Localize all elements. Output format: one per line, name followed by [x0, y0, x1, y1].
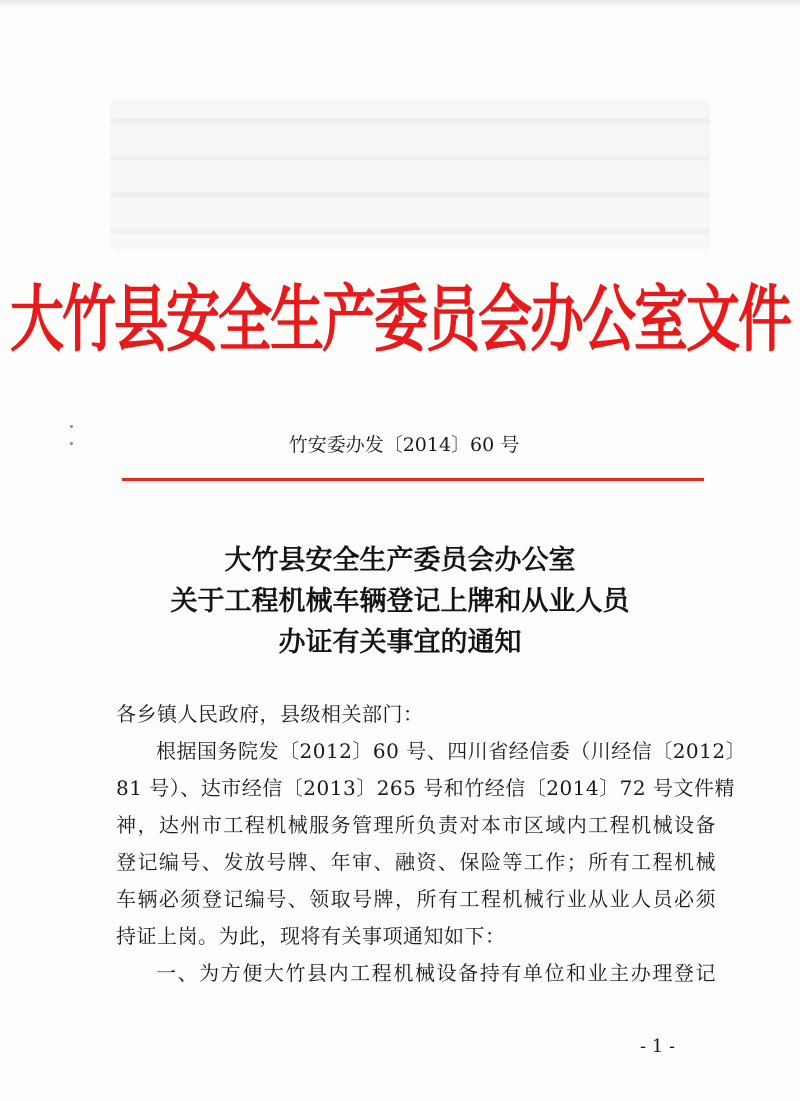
paragraph-line: 81 号）、达市经信〔2013〕265 号和竹经信〔2014〕72 号文件精 [116, 776, 735, 800]
bleed-line [110, 192, 710, 198]
title-line-2: 关于工程机械车辆登记上牌和从业人员 [170, 586, 630, 617]
paragraph-line: 根据国务院发〔2012〕60 号、四川省经信委（川经信〔2012〕 [156, 739, 747, 763]
bleed-through-area [110, 100, 710, 250]
paragraph-line: 持证上岗。为此，现将有关事项通知如下： [116, 924, 506, 948]
paragraph-line: 车辆必须登记编号、领取号牌，所有工程机械行业从业人员必须 [116, 887, 716, 911]
page-number: - 1 - [640, 1036, 676, 1057]
scan-top-edge [0, 0, 800, 8]
document-number: 竹安委办发〔2014〕60 号 [288, 434, 520, 456]
paragraph-line: 登记编号、发放号牌、年审、融资、保险等工作；所有工程机械 [116, 850, 716, 874]
binding-dot [70, 425, 73, 428]
salutation: 各乡镇人民政府，县级相关部门： [116, 702, 424, 726]
red-header-title: 大竹县安全生产委员会办公室文件 [10, 275, 790, 362]
notice-body [116, 696, 747, 992]
notice-title [0, 540, 800, 663]
list-item-one: 一、为方便大竹县内工程机械设备持有单位和业主办理登记 [156, 961, 716, 985]
bleed-line [110, 118, 710, 124]
red-separator-line [122, 478, 704, 481]
title-line-1: 大竹县安全生产委员会办公室 [224, 545, 576, 576]
paragraph-line: 神，达州市工程机械服务管理所负责对本市区域内工程机械设备 [116, 813, 716, 837]
title-line-3: 办证有关事宜的通知 [278, 627, 522, 658]
bleed-line [110, 155, 710, 161]
bleed-line [110, 228, 710, 234]
